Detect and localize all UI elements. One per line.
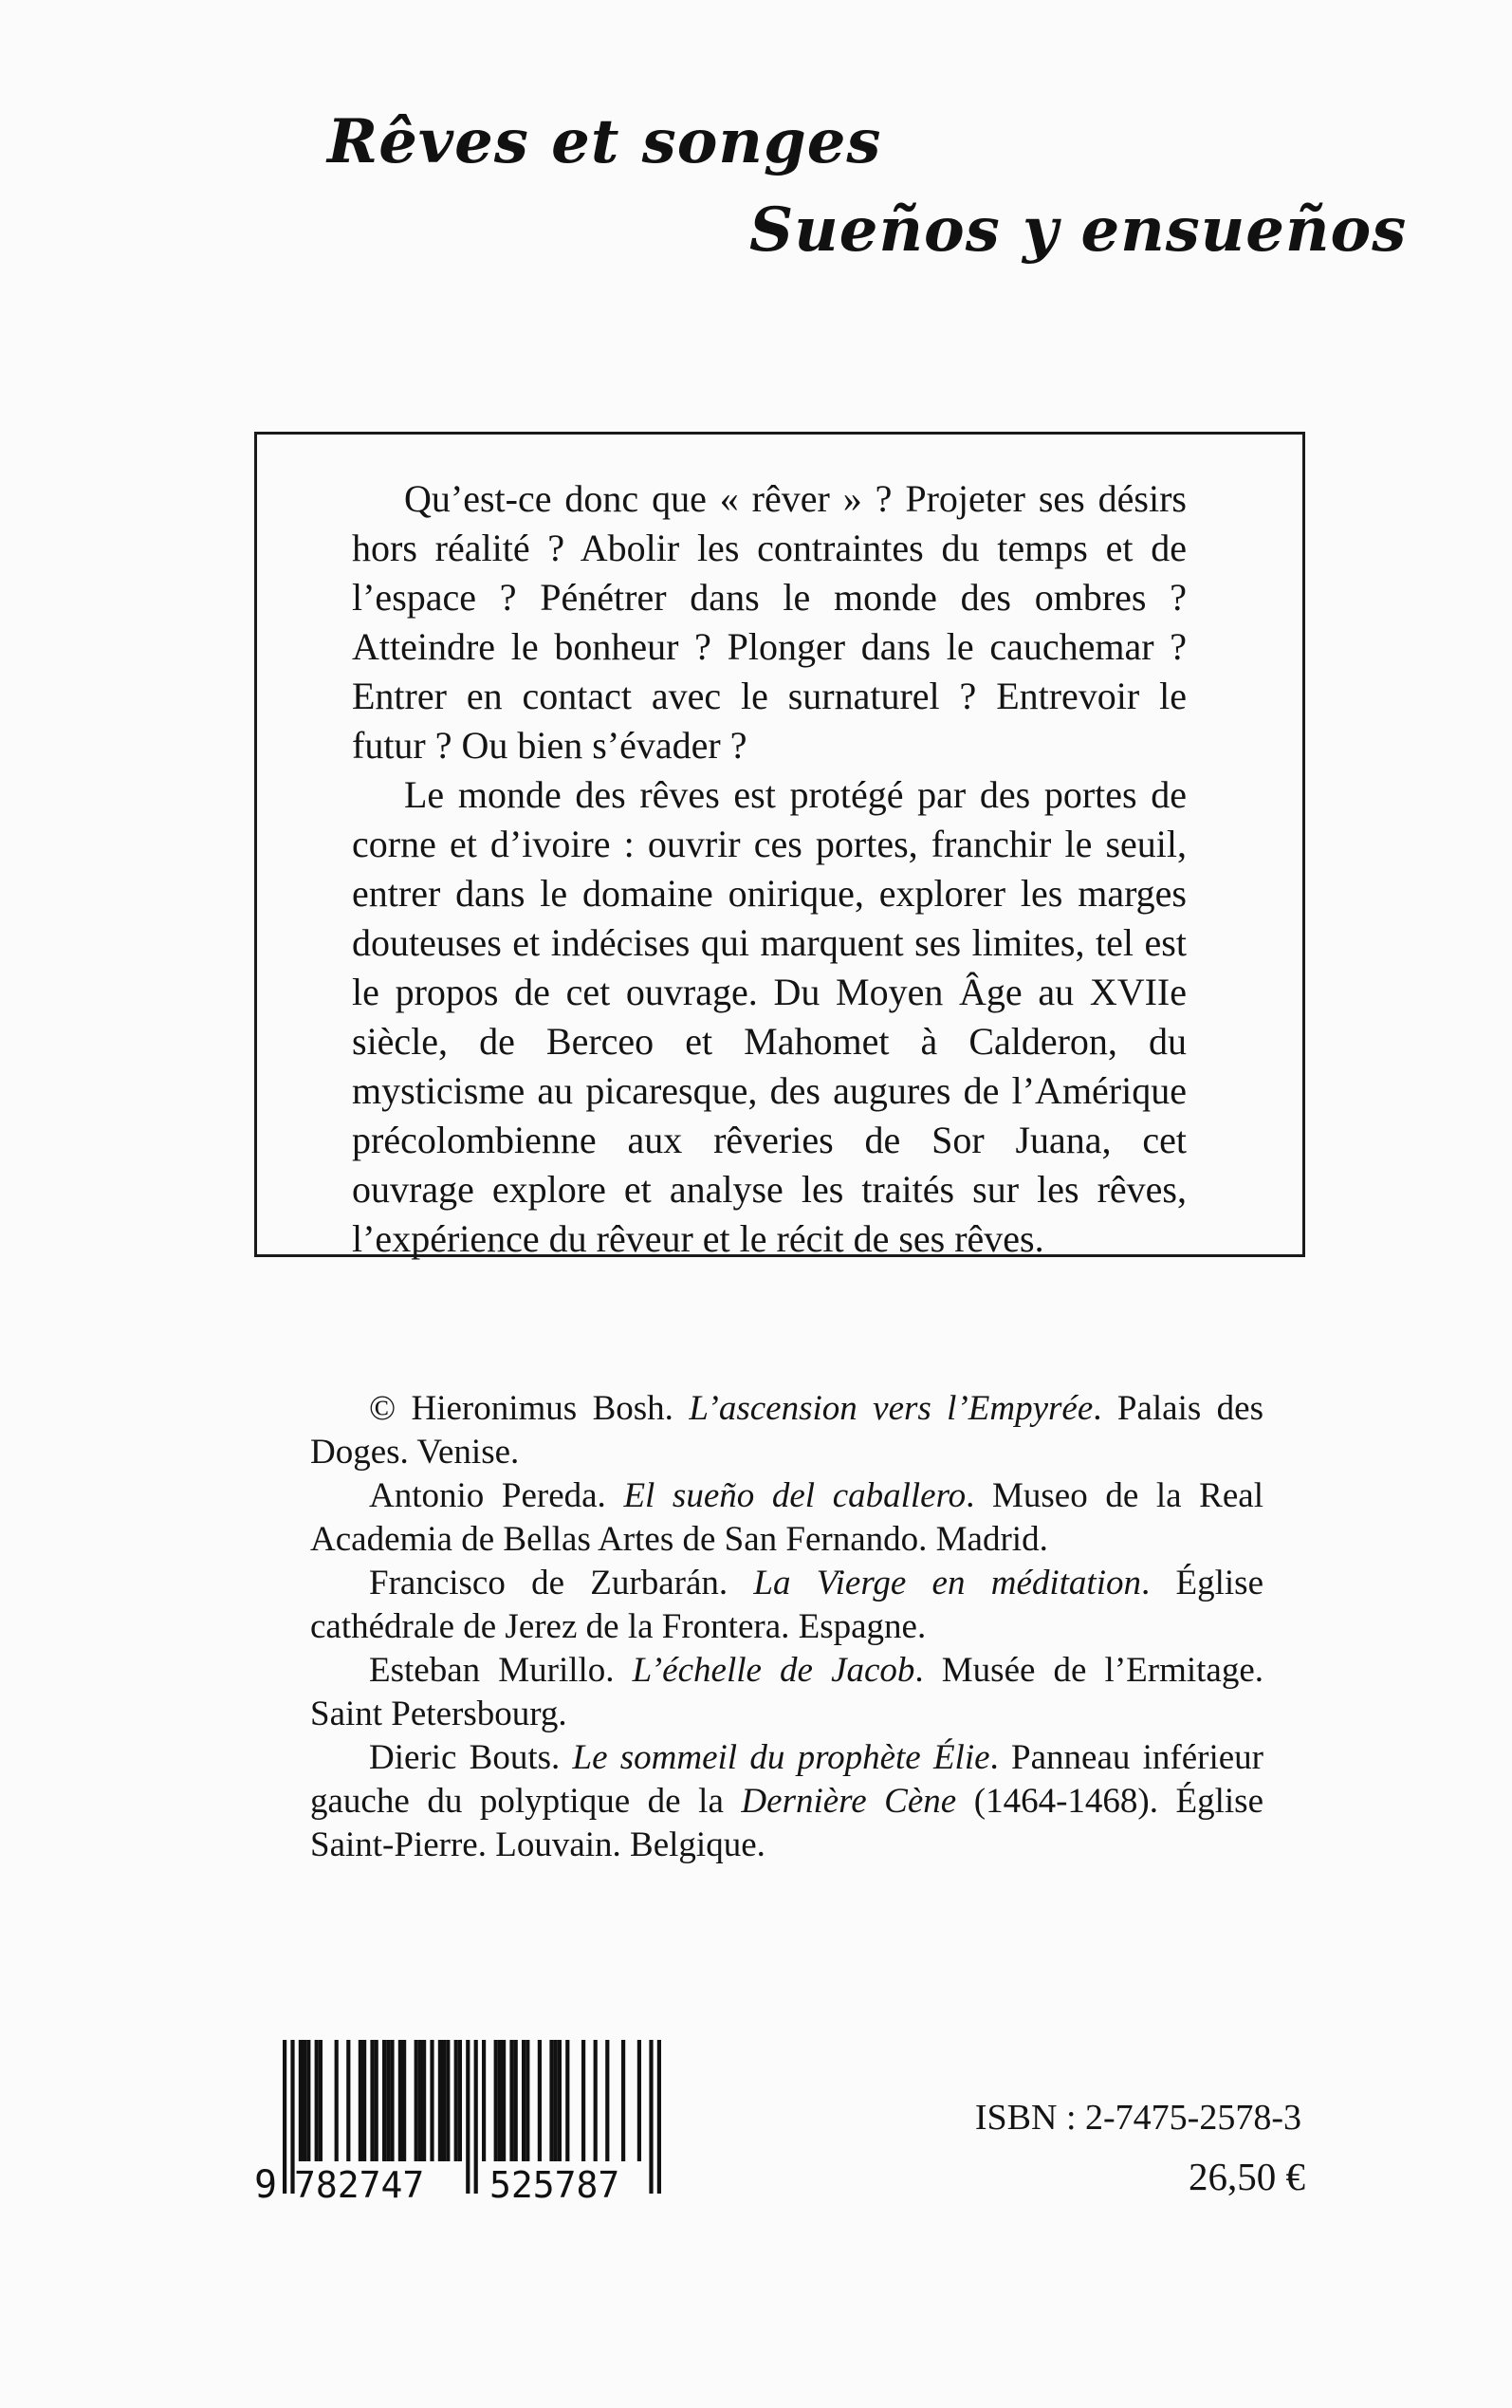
credit-work-title: Le sommeil du prophète Élie <box>572 1738 990 1777</box>
credit-work-title: La Vierge en méditation <box>753 1564 1141 1602</box>
price: 26,50 € <box>1189 2155 1305 2198</box>
barcode-bar <box>498 2040 502 2161</box>
barcode-bar <box>522 2040 526 2161</box>
image-credits <box>310 1387 1263 1867</box>
barcode-bar <box>442 2040 446 2161</box>
barcode-bar <box>526 2040 529 2161</box>
blurb-paragraph-2: Le monde des rêves est protégé par des portes de corne et d’ivoire : ouvrir ces portes, franchir le seuil, entrer dans le domaine onirique, explorer les marges douteuses et indécises qui marquent ses limites, tel est le propos de cet ouvrage. Du Moyen Âge au XVIIe siècle, de Berceo et Mahomet à Calderon, du mysticisme au picaresque, des augures de l’Amérique précolombienne aux rêveries de Sor Juana, cet ouvrage explore et analyse les traités sur les rêves, l’expérience du rêveur et le récit de ses rêves. <box>352 773 1187 1260</box>
barcode-bar <box>382 2040 386 2161</box>
barcode-bar <box>346 2040 350 2161</box>
barcode-bar <box>514 2040 518 2161</box>
blurb-paragraph-1: Qu’est-ce donc que « rêver » ? Projeter ses désirs hors réalité ? Abolir les contraintes du temps et de l’espace ? Pénétrer dans le monde des ombres ? Atteindre le bonheur ? Plonger dans le cauchemar ? Entrer en contact avec le surnaturel ? Entrevoir le futur ? Ou bien s’évader ? <box>352 477 1187 767</box>
credit-murillo: Esteban Murillo. L’échelle de Jacob. Musée de l’Ermitage. Saint Petersbourg. <box>310 1651 1264 1733</box>
barcode-bar <box>565 2040 569 2161</box>
barcode-bar <box>454 2040 458 2161</box>
barcode-bar <box>335 2040 339 2161</box>
credit-work-title: L’échelle de Jacob <box>632 1651 915 1690</box>
barcode-bar <box>306 2040 310 2161</box>
credit-bosch: © Hieronimus Bosh. L’ascension vers l’Empyrée. Palais des Doges. Venise. <box>310 1389 1263 1472</box>
credit-bouts: Dieric Bouts. Le sommeil du prophète Élie. Panneau inférieur gauche du polyptique de la Dernière Cène (1464-1468). Église Saint-Pierre. Louvain. Belgique. <box>310 1738 1264 1864</box>
barcode-bar <box>303 2040 306 2161</box>
barcode-bar <box>390 2040 394 2161</box>
barcode-bar <box>637 2040 641 2161</box>
credit-work-title: El sueño del caballero <box>623 1476 967 1515</box>
barcode-bar <box>657 2040 661 2194</box>
barcode-bar <box>398 2040 402 2161</box>
barcode-right-digits: 525787 <box>489 2164 620 2201</box>
barcode-bar <box>554 2040 558 2161</box>
barcode-bar <box>558 2040 562 2161</box>
barcode-bar <box>386 2040 390 2161</box>
barcode-bar <box>430 2040 433 2161</box>
barcode-bar <box>418 2040 422 2161</box>
credit-work-title-2: Dernière Cène <box>741 1782 957 1821</box>
title-spanish: Sueños y ensueños <box>749 194 1408 266</box>
barcode-bar <box>474 2040 478 2194</box>
barcode-bar <box>283 2040 286 2194</box>
blurb-text <box>352 474 1187 1264</box>
barcode-bar <box>482 2040 486 2161</box>
barcode-bar <box>494 2040 498 2161</box>
barcode-bar <box>466 2040 470 2194</box>
barcode-bar <box>359 2040 362 2161</box>
barcode-bar <box>502 2040 506 2161</box>
barcode-bar <box>402 2040 406 2161</box>
barcode-bar <box>362 2040 366 2161</box>
credit-zurbaran: Francisco de Zurbarán. La Vierge en méditation. Église cathédrale de Jerez de la Frontera. Espagne. <box>310 1564 1263 1646</box>
blurb-box <box>254 432 1305 1260</box>
isbn: ISBN : 2-7475-2578-3 <box>974 2098 1301 2138</box>
title-french: Rêves et songes <box>327 106 882 177</box>
barcode-bar <box>315 2040 319 2161</box>
barcode-bar <box>549 2040 553 2161</box>
barcode-lead-digit: 9 <box>254 2163 278 2201</box>
barcode-bar <box>621 2040 625 2161</box>
barcode <box>254 2040 691 2201</box>
barcode-bar <box>415 2040 418 2161</box>
barcode-bar <box>509 2040 513 2161</box>
barcode-left-digits: 782747 <box>294 2164 425 2201</box>
barcode-bar <box>438 2040 442 2161</box>
barcode-bar <box>649 2040 653 2194</box>
barcode-bar <box>299 2040 303 2161</box>
barcode-bar <box>370 2040 374 2161</box>
credit-pereda: Antonio Pereda. El sueño del caballero. Museo de la Real Academia de Bellas Artes de San Fernando. Madrid. <box>310 1476 1263 1559</box>
credit-work-title: L’ascension vers l’Empyrée <box>689 1389 1094 1428</box>
barcode-bar <box>446 2040 450 2161</box>
barcode-bar <box>605 2040 609 2161</box>
barcode-bar <box>458 2040 462 2161</box>
barcode-bar <box>581 2040 585 2161</box>
barcode-bar <box>594 2040 598 2161</box>
barcode-bar <box>375 2040 378 2161</box>
barcode-bar <box>319 2040 323 2161</box>
barcode-bar <box>538 2040 542 2161</box>
barcode-bar <box>422 2040 426 2161</box>
